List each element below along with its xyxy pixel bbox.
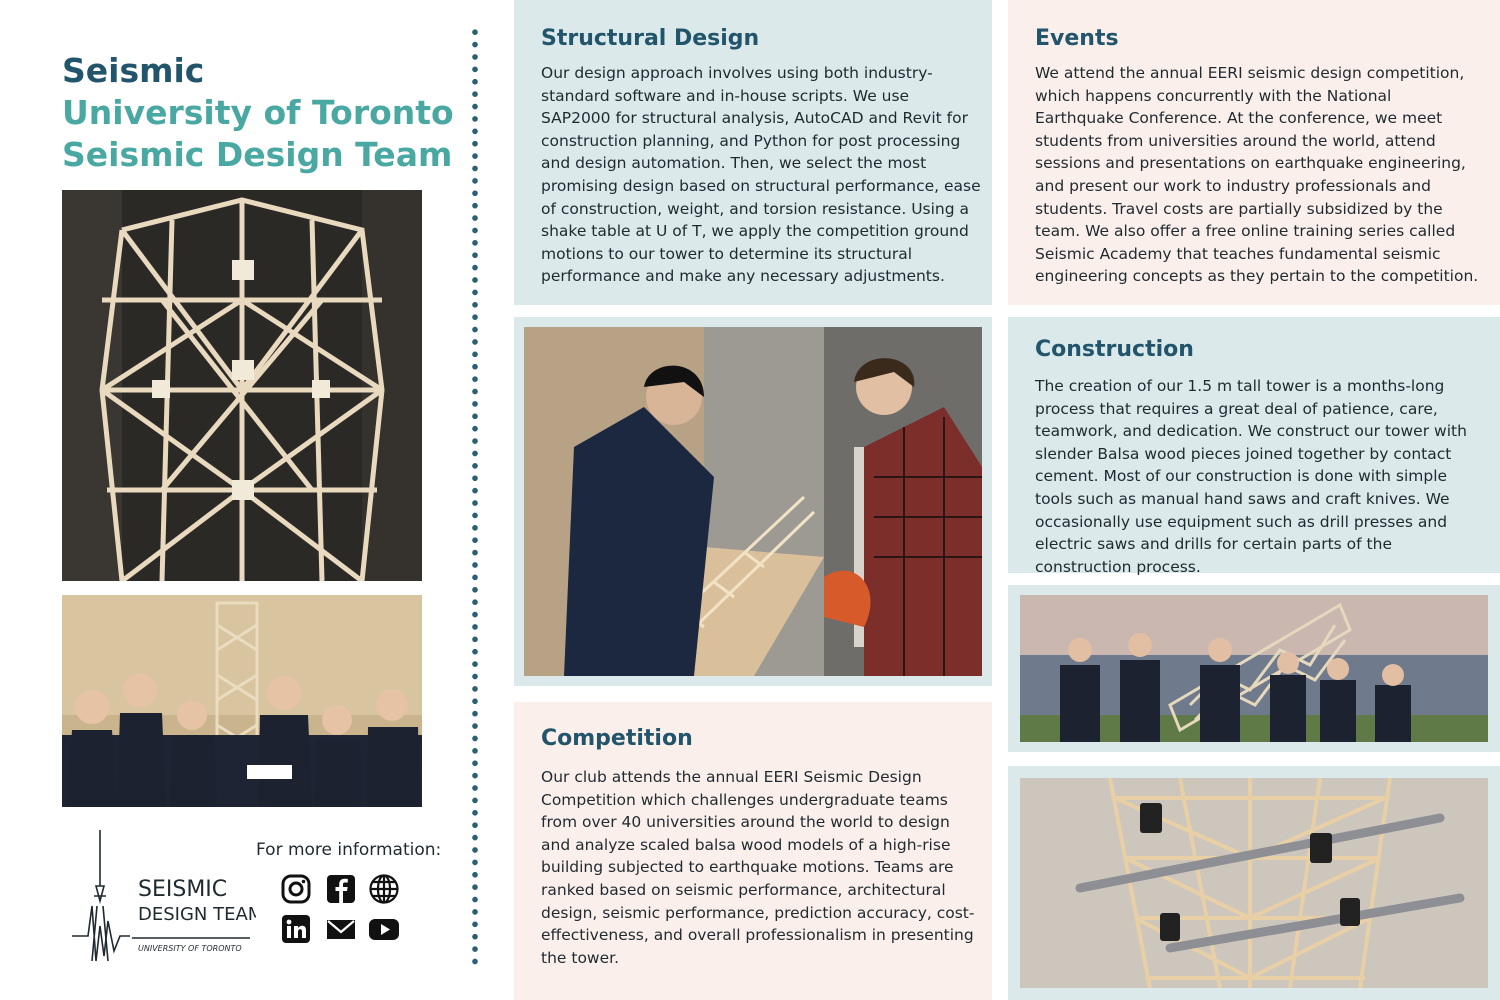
facebook-icon[interactable] (325, 873, 357, 905)
competition-title: Competition (541, 726, 693, 751)
title-seismic: Seismic (62, 51, 205, 90)
construction-photo-frame (514, 317, 992, 686)
more-info-label: For more information: (256, 840, 442, 860)
youtube-icon[interactable] (368, 913, 400, 945)
instagram-icon[interactable] (280, 873, 312, 905)
seismic-team-logo (70, 826, 256, 966)
construction-lab-photo (524, 327, 982, 676)
title-team: Seismic Design Team (62, 135, 453, 174)
waterfront-photo-frame (1008, 585, 1500, 752)
competition-panel (514, 702, 992, 1000)
structural-design-panel (514, 0, 992, 305)
structural-design-body: Our design approach involves using both industry-standard software and in-house scripts. We use SAP2000 for structural analysis, AutoCAD and Revit for construction planning, and Python for post processing and design automation. Then, we select the most promising design based on structural performance, ease of construction, weight, and torsion resistance. Using a shake table at U of T, we apply the competition ground motions to our tower to determine its structural performance and make any necessary adjustments. (541, 64, 981, 286)
logo-line3: UNIVERSITY OF TORONTO (138, 944, 242, 953)
tower-detail-photo-frame (1008, 766, 1500, 1000)
mail-icon[interactable] (325, 913, 357, 945)
tower-detail-photo (1020, 778, 1488, 988)
logo-line2: DESIGN TEAM (138, 904, 256, 925)
construction-body: The creation of our 1.5 m tall tower is a months-long process that requires a great deal of patience, care, teamwork, and dedication. We construct our tower with slender Balsa wood pieces joined together by contact cement. Most of our construction is done with simple tools such as manual hand saws and craft knives. We occasionally use equipment such as drill presses and electric saws and drills for certain parts of the construction process. (1035, 377, 1467, 576)
team-photo (62, 595, 422, 807)
events-body: We attend the annual EERI seismic design competition, which happens concurrently with the National Earthquake Conference. At the conference, we meet students from universities around the world, attend sessions and presentations on earthquake engineering, and present our work to industry professionals and students. Travel costs are partially subsidized by the team. We also offer a free online training series called Seismic Academy that teaches fundamental seismic engineering concepts as they pertain to the competition. (1035, 64, 1479, 286)
dotted-divider (472, 26, 478, 966)
waterfront-team-photo (1020, 595, 1488, 742)
tower-photo (62, 190, 422, 581)
events-title: Events (1035, 26, 1119, 51)
title-university: University of Toronto (62, 93, 454, 132)
construction-title: Construction (1035, 337, 1194, 362)
linkedin-icon[interactable] (280, 913, 312, 945)
structural-design-title: Structural Design (541, 26, 760, 51)
construction-panel (1008, 317, 1500, 576)
logo-line1: SEISMIC (138, 877, 228, 902)
globe-icon[interactable] (368, 873, 400, 905)
competition-body: Our club attends the annual EERI Seismic Design Competition which challenges undergraduate teams from over 40 universities around the world to design and analyze scaled balsa wood models of a high-rise building subjected to earthquake motions. Teams are ranked based on seismic performance, architectural design, seismic performance, prediction accuracy, cost-effectiveness, and overall professionalism in presenting the tower. (541, 768, 975, 967)
events-panel (1008, 0, 1500, 305)
